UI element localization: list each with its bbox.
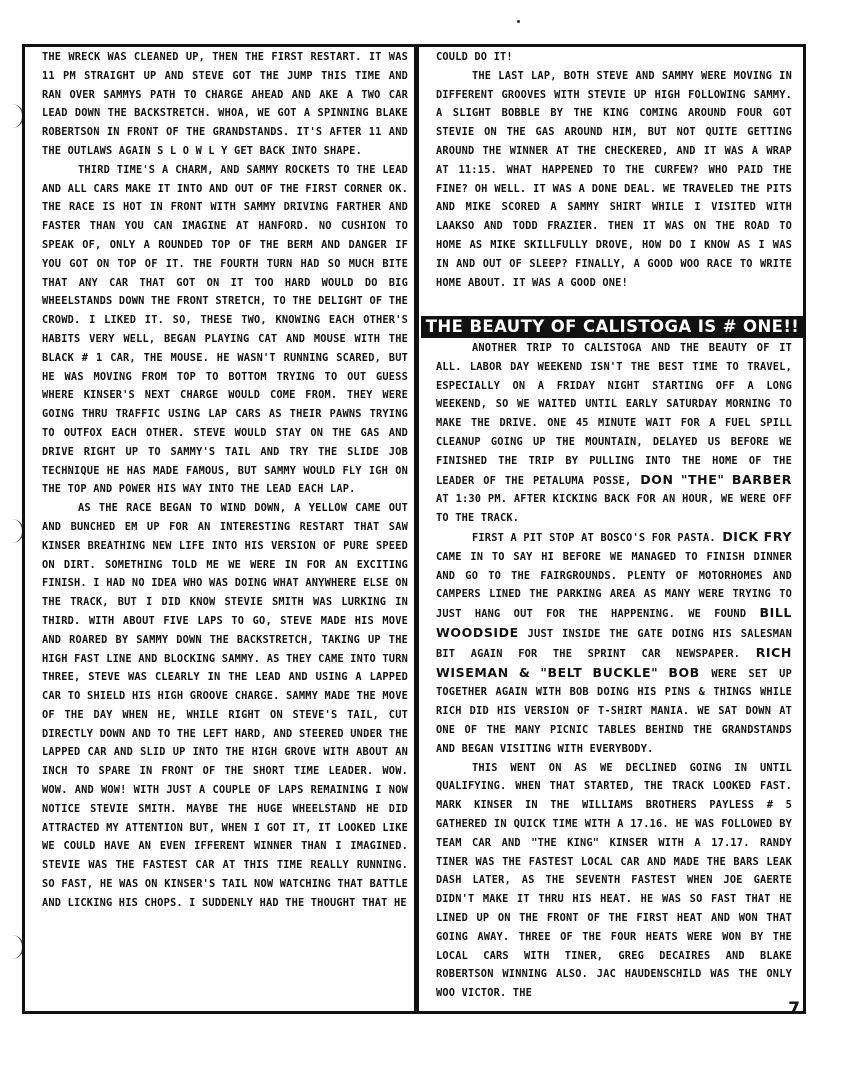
binder-hole-mark (0, 935, 24, 959)
paragraph: THIRD TIME'S A CHARM, AND SAMMY ROCKETS TO THE LEAD AND ALL CARS MAKE IT INTO AND OUT OF THE FIRST CORNER OK. THE RACE IS HOT IN FRONT WITH SAMMY DRIVING FARTHER AND FASTER THAN YOU CAN IMAGINE AT HANFORD. NO CUSHION TO SPEAK OF, ONLY A ROUNDED TOP OF THE BERM AND DANGER IF YOU GOT ON TOP OF IT. THE FOURTH TURN HAD SO MUCH BITE THAT ANY CAR THAT GOT ON IT TOO HARD WOULD DO BIG WHEELSTANDS DOWN THE FRONT STRETCH, TO THE DELIGHT OF THE CROWD. I LIKED IT. SO, THESE TWO, KNOWING EACH OTHER'S HABITS VERY WELL, BEGAN PLAYING CAT AND MOUSE WITH THE BLACK # 1 CAR, THE MOUSE. HE WASN'T RUNNING SCARED, BUT HE WAS MOVING FROM TOP TO BOTTOM TRYING TO OUT GUESS WHERE KINSER'S NEXT CHARGE WOULD COME FROM. THEY WERE GOING THRU TRAFFIC USING LAP CARS AS THEIR PAWNS TRYING TO OUTFOX EACH OTHER. STEVE WOULD STAY ON THE GAS AND DRIVE RIGHT UP TO SAMMY'S TAIL AND TRY THE SLIDE JOB TECHNIQUE HE HAS MADE FAMOUS, BUT SAMMY WOULD FLY IGH ON THE TOP AND POWER HIS WAY INTO THE LEAD EACH LAP. (42, 163, 408, 496)
binder-hole-mark (0, 519, 24, 543)
bold-name: DON "THE" BARBER (640, 471, 792, 487)
text-run: JUST INSIDE THE GATE DOING HIS SALESMAN BIT AGAIN FOR THE SPRINT CAR NEWSPAPER. (436, 627, 792, 660)
paragraph (436, 339, 792, 528)
paragraph: THE WRECK WAS CLEANED UP, THEN THE FIRST RESTART. IT WAS 11 PM STRAIGHT UP AND STEVE GOT THE JUMP THIS TIME AND RAN OVER SAMMYS PATH TO CHARGE AHEAD AND AKE A TWO CAR LEAD DOWN THE BACKSTRETCH. WHOA, WE GOT A SPINNING BLAKE ROBERTSON IN FRONT OF THE GRANDSTANDS. IT'S AFTER 11 AND THE OUTLAWS AGAIN S L O W L Y GET BACK INTO SHAPE. (42, 51, 408, 157)
paragraph (436, 528, 792, 759)
bold-name: BILL WOODSIDE (436, 605, 792, 640)
column-divider (414, 44, 419, 1014)
right-column-top (436, 48, 792, 292)
text-run: FIRST A PIT STOP AT BOSCO'S FOR PASTA. (472, 531, 723, 544)
section-header: THE BEAUTY OF CALISTOGA IS # ONE!! (421, 316, 804, 338)
binder-hole-mark (0, 104, 24, 128)
paragraph: AS THE RACE BEGAN TO WIND DOWN, A YELLOW CAME OUT AND BUNCHED EM UP FOR AN INTERESTING RESTART THAT SAW KINSER BREATHING NEW LIFE INTO HIS VERSION OF PURE SPEED ON DIRT. SOMETHING TOLD ME WE WERE IN FOR AN EXCITING FINISH. I HAD NO IDEA WHO WAS DOING WHAT ANYWHERE ELSE ON THE TRACK, BUT I DID KNOW STEVIE SMITH WAS LURKING IN THIRD. WITH ABOUT FIVE LAPS TO GO, STEVE MADE HIS MOVE AND ROARED BY SAMMY DOWN THE BACKSTRETCH, TAKING UP THE HIGH FAST LINE AND BLOCKING SAMMY. AS THEY CAME INTO TURN THREE, STEVE WAS CLEARLY IN THE LEAD AND USING A LAPPED CAR TO SHIELD HIS HIGH GROOVE CHARGE. SAMMY MADE THE MOVE OF THE DAY WHEN HE, WHILE RIGHT ON STEVE'S TAIL, CUT DIRECTLY DOWN AND TO THE LEFT HARD, AND STEERED UNDER THE LAPPED CAR AND SLID UP INTO THE HIGH GROVE WITH ABOUT AN INCH TO SPARE IN FRONT OF THE SHORT TIME LEADER. WOW. WOW. AND WOW! WITH JUST A COUPLE OF LAPS REMAINING I NOW NOTICE STEVIE SMITH. MAYBE THE HUGE WHEELSTAND HE DID ATTRACTED MY ATTENTION BUT, WHEN I GOT IT, IT LOOKED LIKE WE COULD HAVE AN EVEN IFFERENT WINNER THAN I IMAGINED. STEVIE WAS THE FASTEST CAR AT THIS TIME REALLY RUNNING. SO FAST, HE WAS ON KINSER'S TAIL NOW WATCHING THAT BATTLE AND LICKING HIS CHOPS. I SUDDENLY HAD THE THOUGHT THAT HE (42, 502, 408, 909)
bold-name: RICH WISEMAN & "BELT BUCKLE" BOB (436, 644, 792, 680)
paragraph: THE LAST LAP, BOTH STEVE AND SAMMY WERE MOVING IN DIFFERENT GROOVES WITH STEVIE UP HIGH FOLLOWING SAMMY. A SLIGHT BOBBLE BY THE KING COMING AROUND FOUR GOT STEVIE ON THE GAS AROUND HIM, BUT NOT QUITE GETTING AROUND THE WINNER AT THE CHECKERED, AND IT WAS A WRAP AT 11:15. WHAT HAPPENED TO THE CURFEW? WHO PAID THE FINE? OH WELL. IT WAS A DONE DEAL. WE TRAVELED THE PITS AND MIKE SCORED A SAMMY SHIRT WHILE I VISITED WITH LAAKSO AND TODD FRAZIER. THEN IT WAS ON THE ROAD TO HOME AS MIKE SKILLFULLY DROVE, HOW DO I KNOW AS I WAS IN AND OUT OF SLEEP? FINALLY, A GOOD WOO RACE TO WRITE HOME ABOUT. IT WAS A GOOD ONE! (436, 69, 792, 289)
text-run: ANOTHER TRIP TO CALISTOGA AND THE BEAUTY OF IT ALL. LABOR DAY WEEKEND ISN'T THE BEST TIME TO TRAVEL, ESPECIALLY ON A FRIDAY NIGHT STARTING OFF A LONG WEEKEND, SO WE WAITED UNTIL EARLY SATURDAY MORNING TO MAKE THE DRIVE. ONE 45 MINUTE WAIT FOR A FUEL SPILL CLEANUP GOING UP THE MOUNTAIN, DELAYED US BEFORE WE FINISHED THE TRIP BY PULLING INTO THE HOME OF THE LEADER OF THE PETALUMA POSSE, (436, 342, 792, 487)
text-run: WERE SET UP TOGETHER AGAIN WITH BOB DOING HIS PINS & THINGS WHILE RICH DID HIS VERSION OF T-SHIRT MANIA. WE SAT DOWN AT ONE OF THE MANY PICNIC TABLES BEHIND THE GRANDSTANDS AND BEGAN VISITING WITH EVERYBODY. (436, 667, 792, 755)
scan-speck (517, 20, 520, 23)
text-run: CAME IN TO SAY HI BEFORE WE MANAGED TO FINISH DINNER AND GO TO THE FAIRGROUNDS. PLENTY OF MOTORHOMES AND CAMPERS LINED THE PARKING AREA AS MANY WERE TRYING TO JUST HANG OUT FOR THE HAPPENING. WE FOUND (436, 550, 792, 621)
paragraph: THIS WENT ON AS WE DECLINED GOING IN UNTIL QUALIFYING. WHEN THAT STARTED, THE TRACK LOOKED FAST. MARK KINSER IN THE WILLIAMS BROTHERS PAYLESS # 5 GATHERED IN QUICK TIME WITH A 17.16. HE WAS FOLLOWED BY TEAM CAR AND "THE KING" KINSER WITH A 17.17. RANDY TINER WAS THE FASTEST LOCAL CAR AND MADE THE BARS LEAK DASH LATER, AS THE SEVENTH FASTEST WHEN JOE GAERTE DIDN'T MAKE IT THRU HIS HEAT. HE WAS SO FAST THAT HE LINED UP ON THE FRONT OF THE FIRST HEAT AND WON THAT GOING AWAY. THREE OF THE FOUR HEATS WERE WON BY THE LOCAL CARS WITH TINER, GREG DECAIRES AND BLAKE ROBERTSON WINNING ALSO. JAC HAUDENSCHILD WAS THE ONLY WOO VICTOR. THE (436, 761, 792, 1000)
bold-name: DICK FRY (722, 528, 792, 544)
text-run: AT 1:30 PM. AFTER KICKING BACK FOR AN HOUR, WE WERE OFF TO THE TRACK. (436, 493, 792, 525)
paragraph: COULD DO IT! (436, 51, 513, 63)
left-column (42, 48, 408, 913)
page-number: 7 (788, 999, 800, 1019)
right-column-bottom (436, 339, 792, 1003)
